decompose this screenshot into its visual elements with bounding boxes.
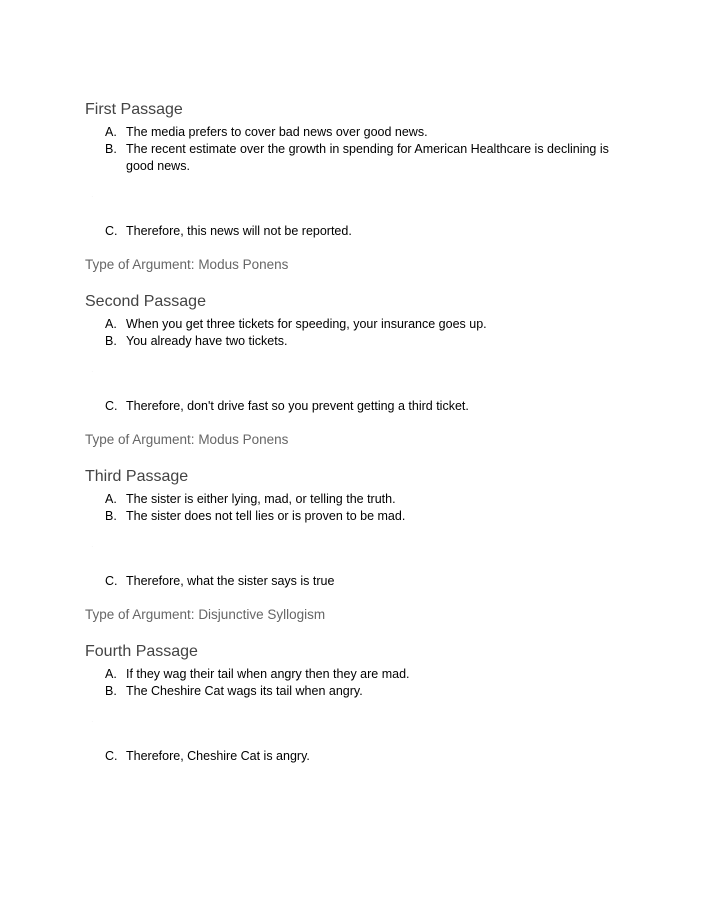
passage-title: First Passage [85,101,183,118]
conclusion-text: Therefore, don't drive fast so you prevent getting a third ticket. [126,399,469,413]
list-marker: B. [105,334,117,348]
premise-text: The sister does not tell lies or is proven to be mad. [126,509,406,523]
list-marker: C. [105,749,118,763]
conclusion-c [85,748,630,765]
list-marker: B. [105,509,117,523]
list-marker: B. [105,684,117,698]
list-marker: A. [105,667,117,681]
conclusion-text: Therefore, Cheshire Cat is angry. [126,749,310,763]
blank-space [85,700,630,748]
list-marker: A. [105,492,117,506]
document-page [85,99,630,765]
list-marker: A. [105,317,117,331]
conclusion-c [85,223,630,240]
premise-text: The media prefers to cover bad news over good news. [126,125,428,139]
premise-text: When you get three tickets for speeding, your insurance goes up. [126,317,487,331]
premise-text: If they wag their tail when angry then they are mad. [126,667,410,681]
passage-1 [85,99,630,274]
argument-type: Type of Argument: Disjunctive Syllogism [85,607,326,622]
empty-bullet: · [91,367,94,376]
premise-b [85,508,630,525]
premise-b [85,141,630,175]
premise-b [85,683,630,700]
list-marker: C. [105,224,118,238]
empty-bullet: · [91,192,94,201]
list-marker: C. [105,574,118,588]
list-marker: B. [105,142,117,156]
premise-a [85,491,630,508]
argument-type: Type of Argument: Modus Ponens [85,257,289,272]
conclusion-c [85,398,630,415]
conclusion-text: Therefore, what the sister says is true [126,574,335,588]
premise-text: The Cheshire Cat wags its tail when angry. [126,684,363,698]
premise-text: The sister is either lying, mad, or telling the truth. [126,492,396,506]
passage-4 [85,641,630,765]
conclusion-text: Therefore, this news will not be reported. [126,224,352,238]
passage-title: Fourth Passage [85,643,198,660]
argument-type: Type of Argument: Modus Ponens [85,432,289,447]
list-marker: A. [105,125,117,139]
premise-a [85,124,630,141]
premise-b [85,333,630,350]
premise-text: You already have two tickets. [126,334,288,348]
list-marker: C. [105,399,118,413]
premise-text: The recent estimate over the growth in spending for American Healthcare is declining is good news. [126,142,609,173]
passage-3 [85,466,630,624]
blank-space [85,350,630,398]
passage-title: Third Passage [85,468,189,485]
blank-space [85,525,630,573]
empty-bullet: · [91,542,94,551]
premise-a [85,666,630,683]
blank-space [85,175,630,223]
passage-title: Second Passage [85,293,206,310]
conclusion-c [85,573,630,590]
passage-2 [85,291,630,449]
empty-bullet: · [91,717,94,726]
premise-a [85,316,630,333]
